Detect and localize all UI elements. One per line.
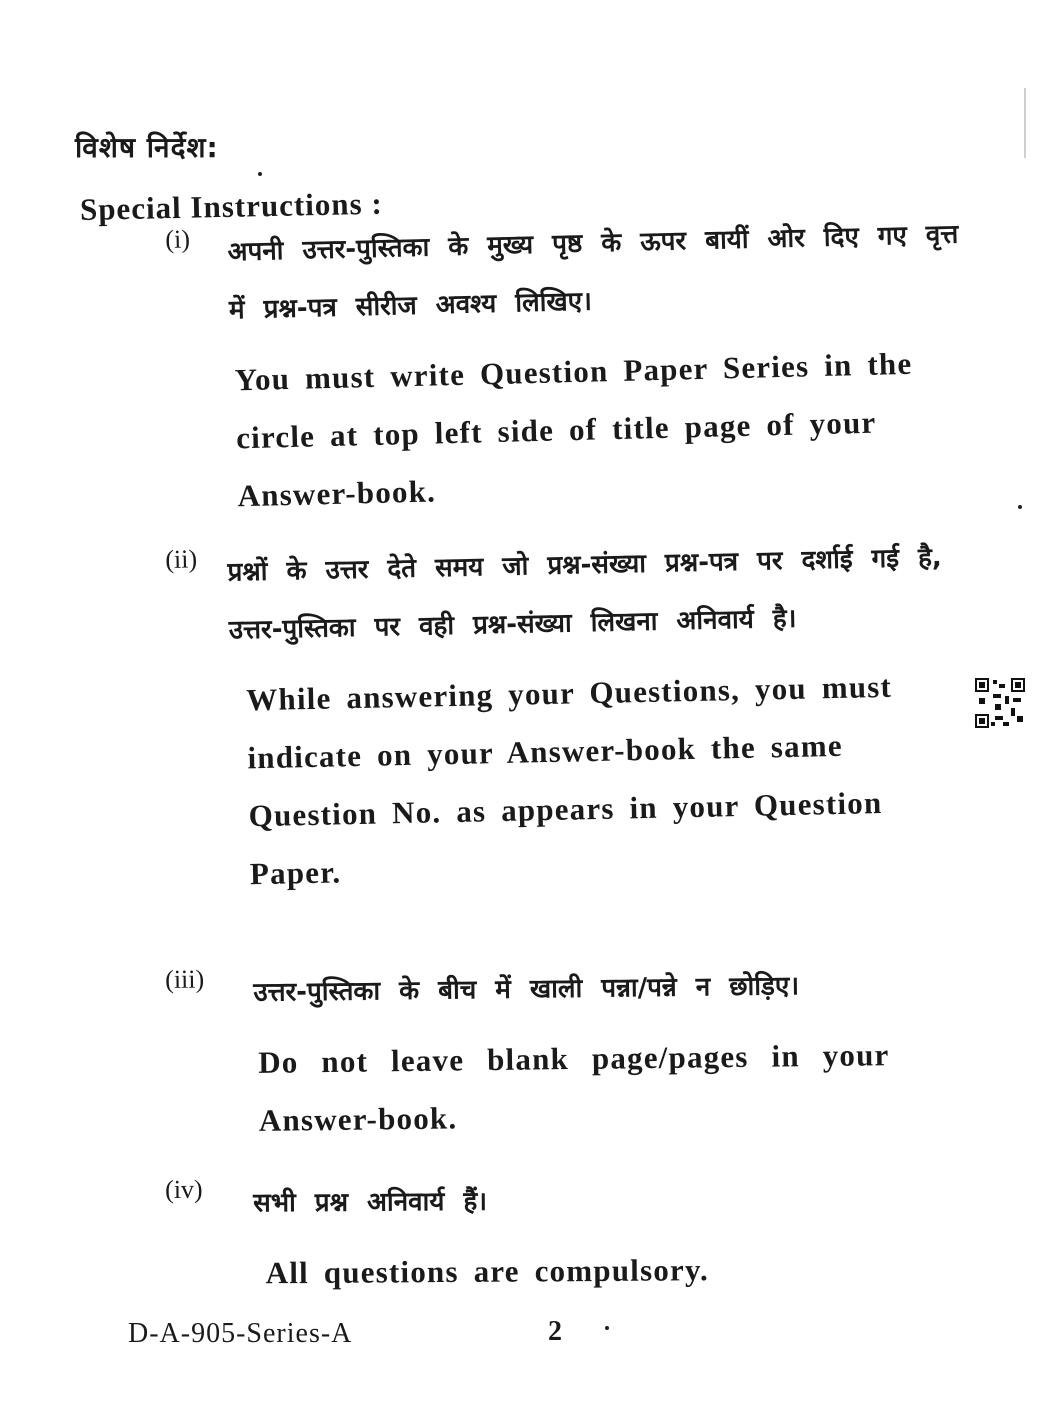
instruction-english: You must write Question Paper Series in the circle at top left side of title page of your Answer-book.	[234, 345, 913, 514]
heading-hindi: विशेष निर्देश:	[75, 131, 219, 164]
instruction-number: (iii)	[165, 964, 205, 994]
qr-code-icon	[975, 678, 1025, 728]
instruction-hindi: अपनी उत्तर-पुस्तिका के मुख्य पृष्ठ के ऊपर बायीं ओर दिए गए वृत्त में प्रश्न-पत्र सीरीज अवश्य लिखिए।	[227, 219, 959, 326]
instruction-item-1	[165, 205, 972, 526]
instruction-hindi: प्रश्नों के उत्तर देते समय जो प्रश्न-संख्या प्रश्न-पत्र पर दर्शाई गई है, उत्तर-पुस्तिका पर वही प्रश्न-संख्या लिखना अनिवार्य है।	[227, 542, 943, 646]
scan-edge-mark	[1024, 88, 1026, 158]
paper-series-code: D-A-905-Series-A	[128, 1318, 353, 1349]
page-number: 2	[548, 1316, 562, 1347]
instruction-item-2	[165, 528, 972, 905]
instruction-hindi: उत्तर-पुस्तिका के बीच में खाली पन्ना/पन्ने न छोड़िए।	[253, 971, 800, 1008]
instruction-item-4	[165, 1169, 966, 1303]
scan-dot	[605, 1326, 609, 1330]
instruction-number: (i)	[165, 224, 191, 254]
instruction-hindi: सभी प्रश्न अनिवार्य हैं।	[253, 1186, 488, 1219]
scan-dot	[258, 172, 262, 176]
instruction-item-3	[165, 955, 967, 1151]
instruction-english: All questions are compulsory.	[265, 1252, 710, 1291]
heading-english: Special Instructions :	[79, 185, 384, 227]
instruction-number: (ii)	[165, 544, 198, 574]
scan-dot	[1018, 505, 1022, 509]
instruction-english: Do not leave blank page/pages in your Answer-book.	[257, 1037, 890, 1138]
instruction-english: While answering your Questions, you must indicate on your Answer-book the same Question No. as appears in your Question Paper.	[245, 668, 893, 892]
instruction-number: (iv)	[165, 1174, 203, 1204]
